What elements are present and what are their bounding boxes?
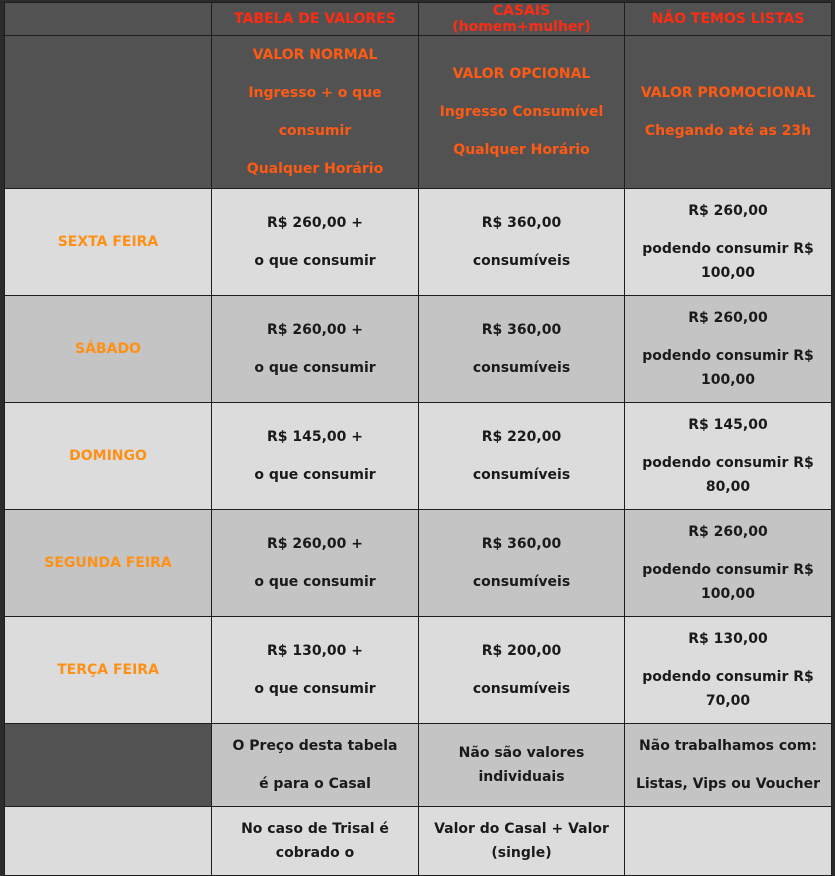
opcional-note: consumíveis — [472, 681, 571, 697]
opcional-price: R$ 360,00 — [481, 215, 562, 231]
promo-price: R$ 145,00 — [688, 417, 768, 433]
title-blank-cell — [5, 3, 212, 36]
title-casais: CASAIS (homem+mulher) — [419, 3, 625, 36]
header-normal-line-2: Ingresso + o que consumir — [248, 85, 382, 139]
header-valor-normal — [212, 36, 419, 189]
header-normal-line-1: VALOR NORMAL — [252, 47, 378, 63]
header-valor-opcional — [419, 36, 625, 189]
promo-note: podendo consumir R$ 100,00 — [642, 241, 814, 281]
header-opcional-line-3: Qualquer Horário — [453, 142, 590, 158]
note-casal-line-2: é para o Casal — [259, 776, 371, 792]
day-row-sexta — [5, 189, 832, 296]
title-nao-temos-listas: NÃO TEMOS LISTAS — [625, 3, 832, 36]
normal-price-cell — [212, 617, 419, 724]
normal-price-cell — [212, 296, 419, 403]
opcional-price: R$ 220,00 — [481, 429, 562, 445]
note-single: Valor do Casal + Valor (single) — [434, 821, 609, 861]
day-label: TERÇA FEIRA — [5, 617, 212, 724]
promo-price-cell — [625, 296, 832, 403]
normal-note: o que consumir — [254, 681, 376, 697]
note-listas-line-2: Listas, Vips ou Voucher — [635, 776, 821, 792]
opcional-price: R$ 360,00 — [481, 536, 562, 552]
promo-price-cell — [625, 403, 832, 510]
promo-note: podendo consumir R$ 70,00 — [642, 669, 814, 709]
promo-price-cell — [625, 510, 832, 617]
note-casal-line-1: O Preço desta tabela — [232, 738, 398, 754]
day-row-domingo — [5, 403, 832, 510]
header-row — [5, 36, 832, 189]
opcional-price-cell — [419, 403, 625, 510]
note-empty-cell — [625, 807, 832, 876]
note-individuais-cell — [419, 724, 625, 807]
normal-price: R$ 130,00 + — [266, 643, 364, 659]
normal-note: o que consumir — [254, 574, 376, 590]
promo-price: R$ 130,00 — [688, 631, 768, 647]
notes-blank-cell — [5, 724, 212, 807]
note-listas-line-1: Não trabalhamos com: — [639, 738, 817, 754]
header-valor-promocional — [625, 36, 832, 189]
day-row-sabado — [5, 296, 832, 403]
promo-price-cell — [625, 617, 832, 724]
header-opcional-line-1: VALOR OPCIONAL — [452, 66, 591, 82]
note-single-cell — [419, 807, 625, 876]
opcional-price: R$ 360,00 — [481, 322, 562, 338]
notes-row-2 — [5, 807, 832, 876]
opcional-price-cell — [419, 510, 625, 617]
normal-price: R$ 260,00 + — [266, 215, 364, 231]
day-row-segunda — [5, 510, 832, 617]
header-promo-line-2: Chegando até as 23h — [644, 123, 812, 139]
normal-price: R$ 260,00 + — [266, 536, 364, 552]
note-listas-cell — [625, 724, 832, 807]
header-promo-line-1: VALOR PROMOCIONAL — [640, 85, 816, 101]
header-blank-cell — [5, 36, 212, 189]
title-row — [5, 3, 832, 36]
price-table — [4, 2, 832, 876]
day-label: SEXTA FEIRA — [5, 189, 212, 296]
opcional-note: consumíveis — [472, 467, 571, 483]
promo-price: R$ 260,00 — [688, 524, 768, 540]
promo-price: R$ 260,00 — [688, 203, 768, 219]
day-label: SÁBADO — [5, 296, 212, 403]
normal-price: R$ 260,00 + — [266, 322, 364, 338]
normal-price-cell — [212, 403, 419, 510]
header-normal-line-3: Qualquer Horário — [246, 161, 384, 177]
notes-blank-cell — [5, 807, 212, 876]
note-casal-cell — [212, 724, 419, 807]
header-opcional-line-2: Ingresso Consumível — [439, 104, 604, 120]
opcional-note: consumíveis — [472, 360, 571, 376]
notes-row-1 — [5, 724, 832, 807]
day-row-terca — [5, 617, 832, 724]
normal-note: o que consumir — [254, 467, 376, 483]
promo-note: podendo consumir R$ 80,00 — [642, 455, 814, 495]
note-individuais: Não são valores individuais — [458, 745, 585, 785]
opcional-note: consumíveis — [472, 253, 571, 269]
opcional-price-cell — [419, 189, 625, 296]
note-trisal-cell — [212, 807, 419, 876]
day-label: DOMINGO — [5, 403, 212, 510]
opcional-price: R$ 200,00 — [481, 643, 562, 659]
opcional-price-cell — [419, 617, 625, 724]
normal-price-cell — [212, 189, 419, 296]
opcional-price-cell — [419, 296, 625, 403]
normal-price: R$ 145,00 + — [266, 429, 364, 445]
promo-price-cell — [625, 189, 832, 296]
title-tabela-de-valores: TABELA DE VALORES — [212, 3, 419, 36]
note-trisal: No caso de Trisal é cobrado o — [241, 821, 389, 861]
opcional-note: consumíveis — [472, 574, 571, 590]
promo-price: R$ 260,00 — [688, 310, 768, 326]
promo-note: podendo consumir R$ 100,00 — [642, 562, 814, 602]
normal-note: o que consumir — [254, 253, 376, 269]
day-label: SEGUNDA FEIRA — [5, 510, 212, 617]
normal-note: o que consumir — [254, 360, 376, 376]
normal-price-cell — [212, 510, 419, 617]
promo-note: podendo consumir R$ 100,00 — [642, 348, 814, 388]
